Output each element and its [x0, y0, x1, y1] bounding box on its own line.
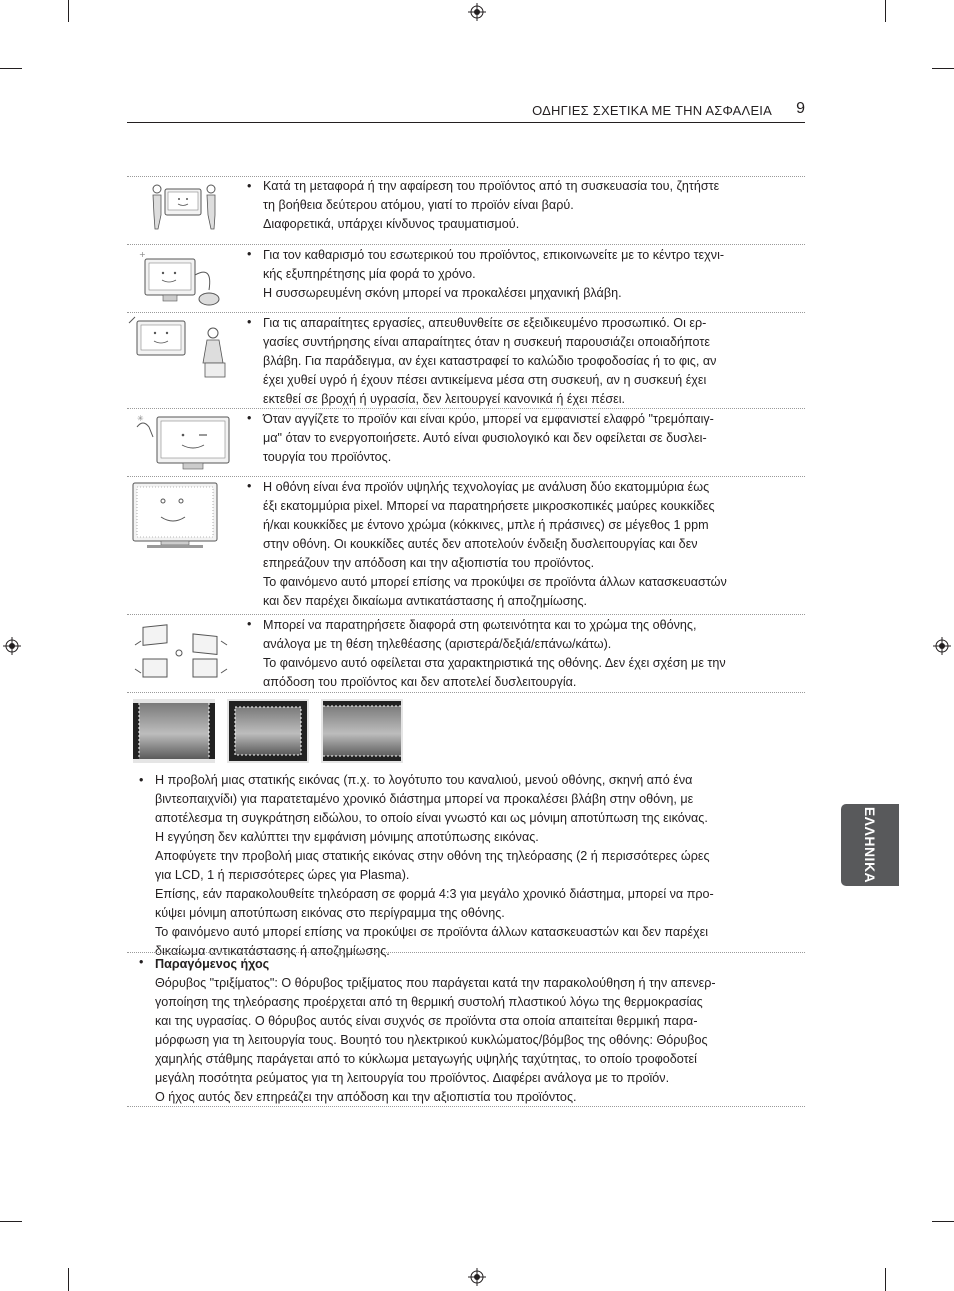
item-text: • Όταν αγγίζετε το προϊόν και είναι κρύο, μπορεί να εμφανιστεί ελαφρό "τρεμόπαιγ- μα" όταν το ενεργοποιήσετε. Αυτό είναι φυσιολογικό και δεν οφείλεται σε δυσλει- τουργία του προϊόντος.	[247, 411, 714, 464]
page-number: 9	[796, 100, 805, 117]
bullet: •	[247, 179, 252, 193]
cold-winking-tv-icon	[127, 409, 237, 477]
language-tab	[841, 804, 899, 886]
item-text: • Κατά τη μεταφορά ή την αφαίρεση του προϊόντος από τη συσκευασία του, ζητήστε τη βοήθεια δεύτερου ατόμου, γιατί το προϊόν είναι βαρύ. Διαφορετικά, υπάρχει κίνδυνος τραυματισμού.	[247, 179, 720, 231]
list-item	[127, 176, 805, 244]
crop-mark	[932, 1221, 954, 1222]
sound-heading: Παραγόμενος ήχος	[155, 957, 270, 971]
list-item	[127, 952, 805, 1107]
list-item	[127, 476, 805, 614]
list-item	[127, 312, 805, 408]
registration-mark-icon	[468, 3, 486, 21]
crop-mark	[932, 68, 954, 69]
bullet: •	[247, 617, 252, 631]
registration-mark-icon	[468, 1268, 486, 1286]
crop-mark	[0, 68, 22, 69]
image-retention-photos	[127, 693, 805, 771]
viewing-angle-tvs-icon	[127, 615, 237, 693]
tv-with-technician-icon	[127, 313, 237, 409]
tv-with-vacuum-cleaner-icon	[127, 245, 237, 313]
tv-with-pixel-dots-icon	[127, 477, 237, 615]
crop-mark	[885, 1268, 886, 1291]
item-text: • Για τις απαραίτητες εργασίες, απευθυνθείτε σε εξειδικευμένο προσωπικό. Οι ερ- γασίες συντήρησης είναι απαραίτητες όταν η συσκευή παρουσιάζει οποιαδήποτε βλάβη. Για παράδειγμα, αν έχει καταστραφεί το καλώδιο τροφοδοσίας ή το φις, αν έχει χυθεί υγρό ή έχουν πέσει αντικείμενα μέσα στη συσκευή, αν η συσκευή έχει εκτεθεί σε βροχή ή υγρασία, δεν λειτουργεί κανονικά ή έχει πέσει.	[247, 315, 717, 406]
bullet: •	[247, 315, 252, 329]
item-text: • Η οθόνη είναι ένα προϊόν υψηλής τεχνολογίας με ανάλυση δύο εκατομμύρια έως έξι εκατομμύρια pixel. Μπορεί να παρατηρήσετε μικροσκοπικές μαύρες κουκκίδες ή/και κουκκίδες με έντονο χρώμα (κόκκινες, μπλε ή πράσινες) σε μέγεθος 1 ppm στην οθόνη. Οι κουκκίδες αυτές δεν αποτελούν ένδειξη δυσλειτουργίας και δεν επηρεάζουν την απόδοση και την αξιοπιστία του προϊόντος. Το φαινόμενο αυτό μπορεί επίσης να προκύψει σε προϊόντα άλλων κατασκευαστών και δεν παρέχει δικαίωμα αντικατάστασης ή αποζημίωσης.	[247, 479, 727, 608]
svg-text:✳: ✳	[137, 414, 144, 423]
bullet: •	[139, 955, 144, 969]
two-people-carrying-tv-icon	[127, 177, 237, 245]
item-text: • Η προβολή μιας στατικής εικόνας (π.χ. το λογότυπο του καναλιού, μενού οθόνης, σκηνή από ένα βιντεοπαιχνίδι) για παρατεταμένο χρονικό διάστημα μπορεί να προκαλέσει βλάβη στην οθόνη, με αποτέλεσμα τη συγκράτηση ειδώλου, το οποίο είναι γνωστό και ως μόνιμη αποτύπωση της εικόνας. Η εγγύηση δεν καλύπτει την εμφάνιση μόνιμης αποτύπωσης εικόνας. Αποφύγετε την προβολή μιας στατικής εικόνας στην οθόνη της τηλεόρασης (2 ή περισσότερες ώρες για LCD, 1 ή περισσότερες ώρες για Plasma). Επίσης, εάν παρακολουθείτε τηλεόραση σε φορμά 4:3 για μεγάλο χρονικό διάστημα, μπορεί να προ- κύψει μόνιμη αποτύπωση εικόνας στο περίγραμμα της οθόνης. Το φαινόμενο αυτό μπορεί επίσης να προκύψει σε προϊόντα άλλων κατασκευαστών και δεν παρέχει δικαίωμα αντικατάστασης ή αποζημίωσης.	[139, 773, 714, 958]
language-tab-label: ΕΛΛΗΝΙΚΑ	[862, 806, 878, 884]
image-retention-photo-1	[133, 699, 215, 763]
safety-instructions	[127, 176, 805, 1107]
item-text: • Μπορεί να παρατηρήσετε διαφορά στη φωτεινότητα και το χρώμα της οθόνης, ανάλογα με τη θέση τηλεθέασης (αριστερά/δεξιά/επάνω/κάτω). Το φαινόμενο αυτό οφείλεται στα χαρακτηριστικά της οθόνης. Δεν έχει σχέση με την απόδοση του προϊόντος και δεν αποτελεί δυσλειτουργία.	[247, 617, 726, 689]
bullet: •	[247, 479, 252, 493]
image-retention-photo-3	[321, 699, 403, 763]
list-item	[127, 692, 805, 958]
item-text: • Για τον καθαρισμό του εσωτερικού του προϊόντος, επικοινωνείτε με το κέντρο τεχνι- κής εξυπηρέτησης μία φορά το χρόνο. Η συσσωρευμένη σκόνη μπορεί να προκαλέσει μηχανική βλάβη.	[247, 247, 725, 300]
crop-mark	[68, 1268, 69, 1291]
list-item	[127, 244, 805, 312]
list-item	[127, 614, 805, 692]
registration-mark-icon	[933, 637, 951, 655]
crop-mark	[68, 0, 69, 22]
image-retention-photo-2	[227, 699, 309, 763]
bullet: •	[247, 247, 252, 261]
crop-mark	[0, 1221, 22, 1222]
header-title: ΟΔΗΓΙΕΣ ΣΧΕΤΙΚΑ ΜΕ ΤΗΝ ΑΣΦΑΛΕΙΑ	[532, 103, 772, 118]
page-header	[127, 100, 805, 123]
list-item	[127, 408, 805, 476]
svg-text:+: +	[139, 250, 146, 259]
bullet: •	[139, 773, 144, 787]
registration-mark-icon	[3, 637, 21, 655]
bullet: •	[247, 411, 252, 425]
crop-mark	[885, 0, 886, 22]
item-text: • Παραγόμενος ήχος Θόρυβος "τριξίματος": Ο θόρυβος τριξίματος που παράγεται κατά την παρακολούθηση ή την απενερ- γοποίηση της τηλεόρασης προέρχεται από τη θερμική συστολή πλαστικού λόγω της θερμοκρασίας και της υγρασίας. Ο θόρυβος αυτός είναι συχνός σε προϊόντα στα οποία απαιτείται θερμική παρα- μόρφωση για τη λειτουργία τους. Βουητό του ηλεκτρικού κυκλώματος/βόμβος της οθόνης: Θόρυβος χαμηλής στάθμης παράγεται από το κύκλωμα μεταγωγής υψηλής ταχύτητας, το οποίο τροφοδοτεί μεγάλη ποσότητα ρεύματος για τη λειτουργία του προϊόντος. Διαφέρει ανάλογα με το προϊόν. Ο ήχος αυτός δεν επηρεάζει την απόδοση και την αξιοπιστία του προϊόντος.	[137, 953, 805, 1107]
